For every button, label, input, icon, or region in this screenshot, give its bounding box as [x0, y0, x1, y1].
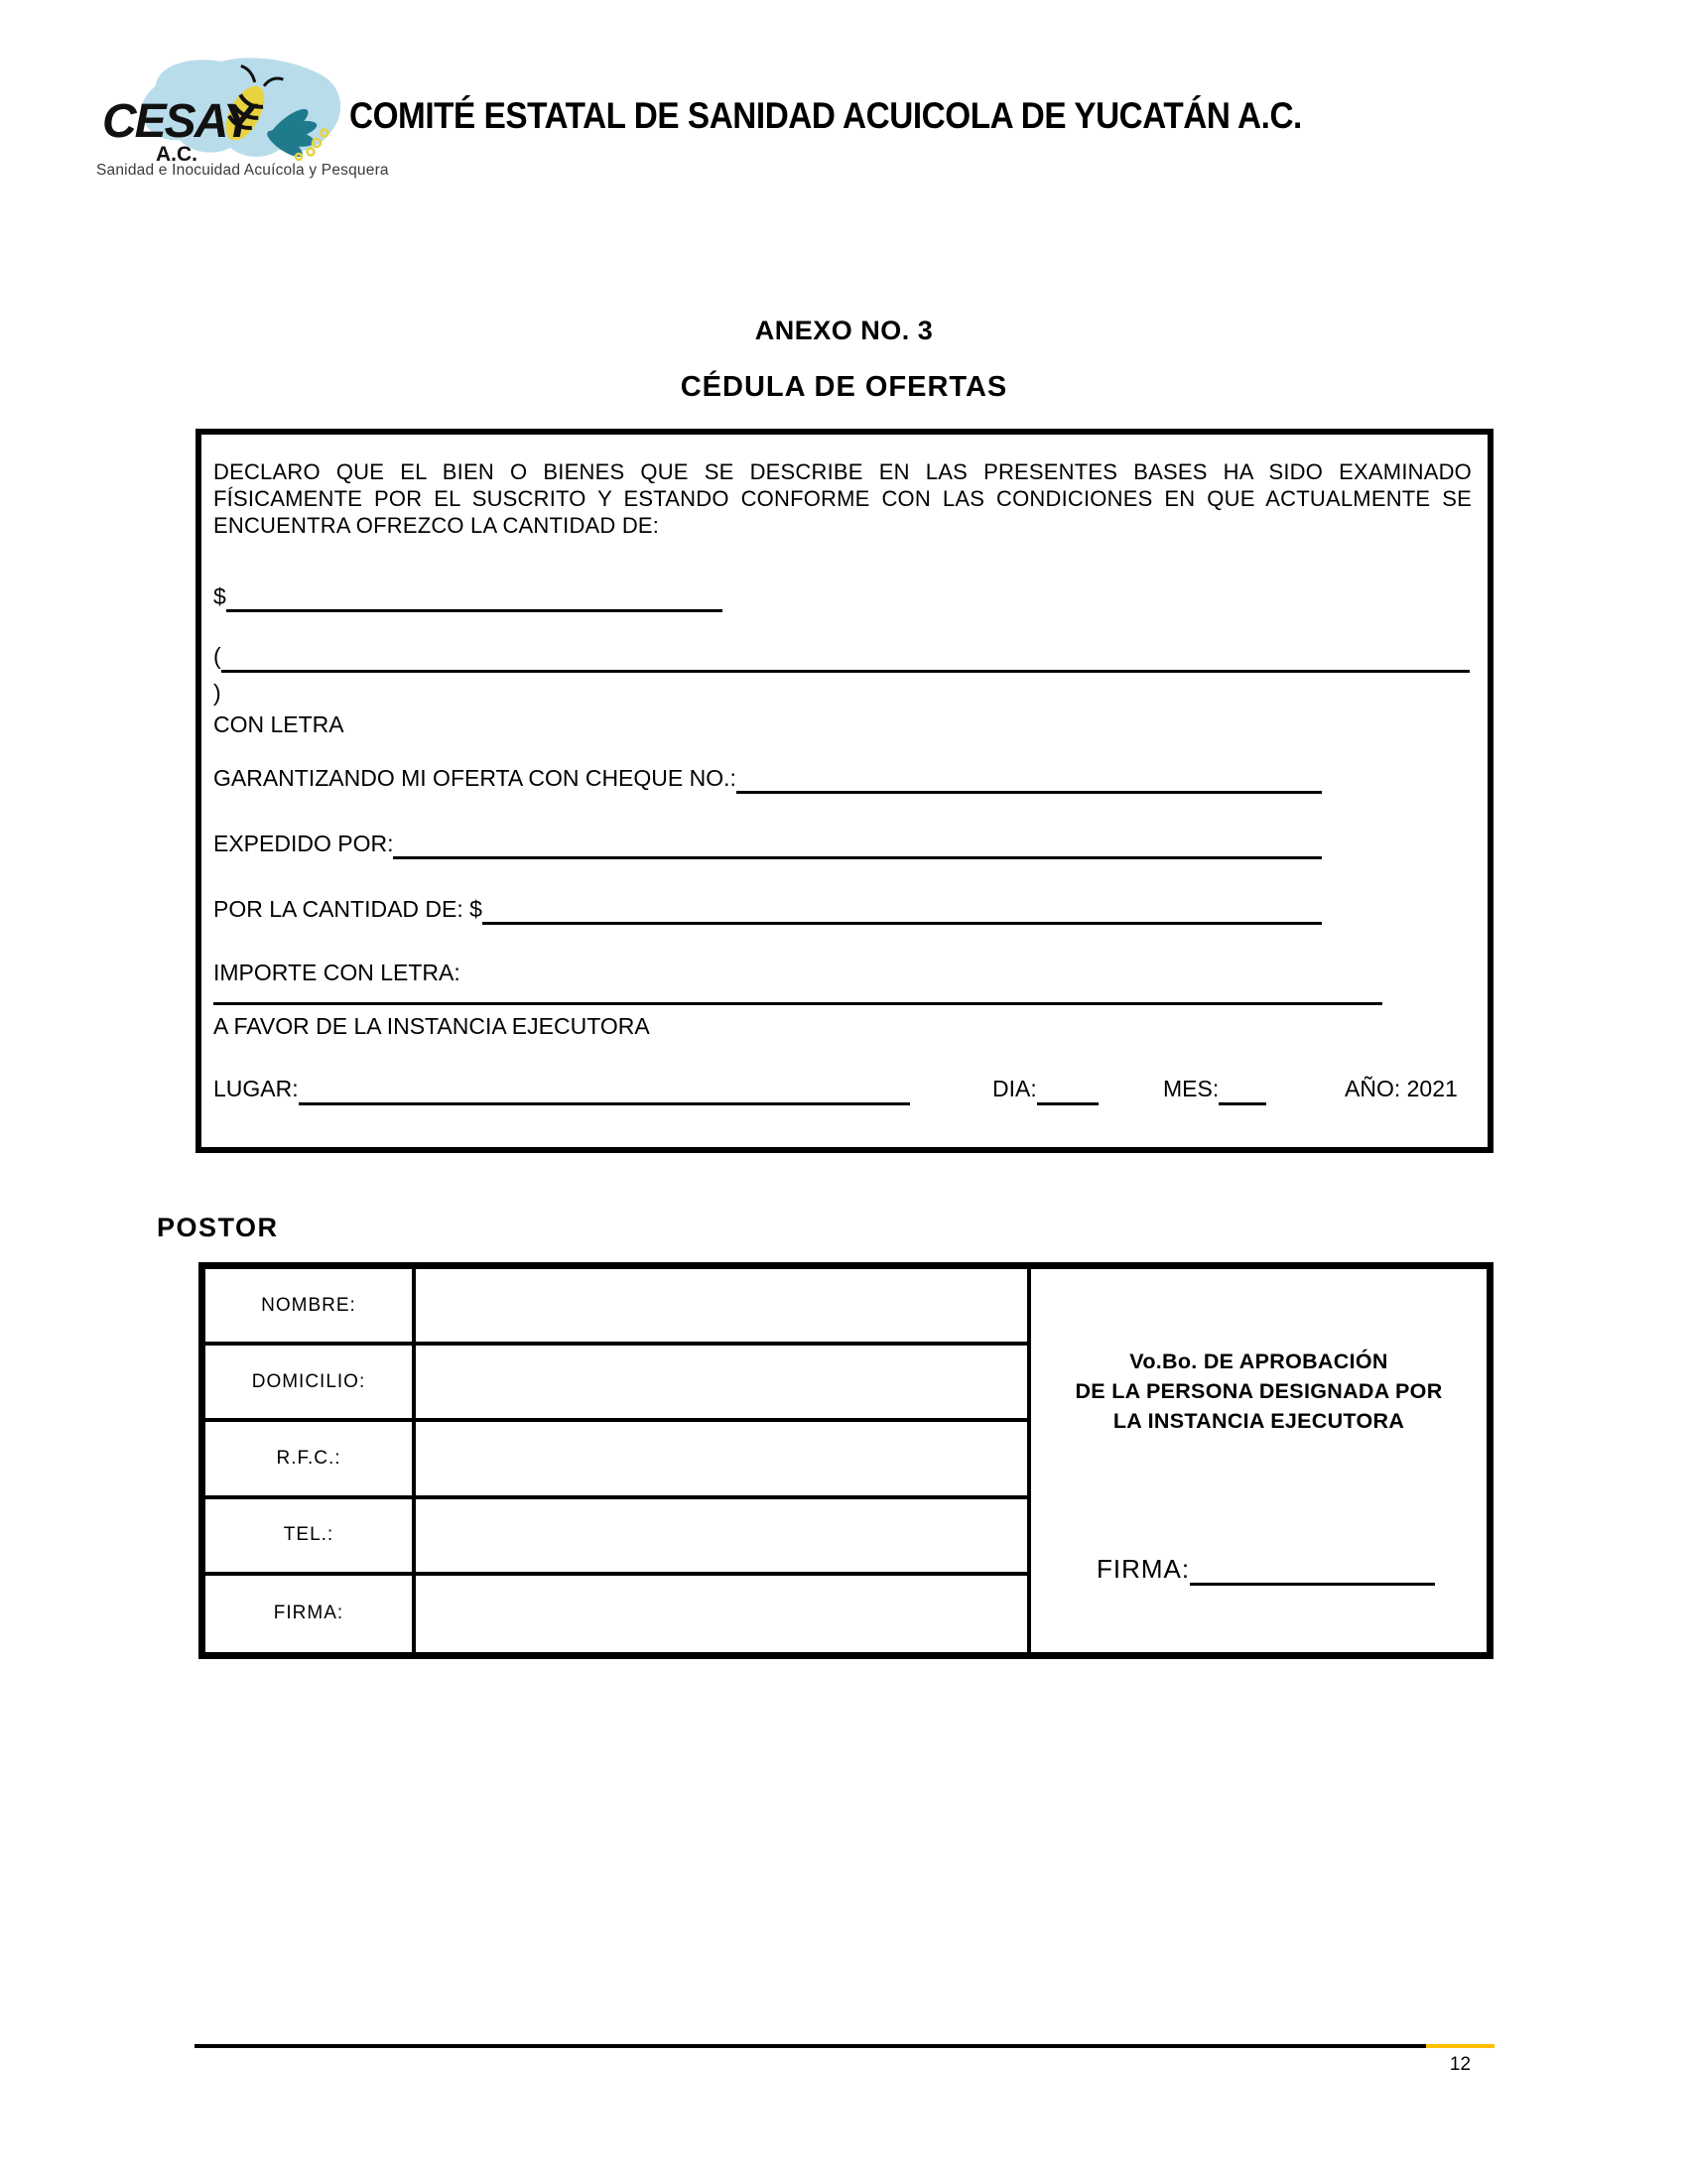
footer-rule [195, 2044, 1426, 2048]
postor-value-cell [416, 1422, 1031, 1498]
cedula-heading: CÉDULA DE OFERTAS [680, 371, 1008, 403]
dia-field [992, 1072, 1099, 1105]
vobo-line: Vo.Bo. DE APROBACIÓN [1129, 1349, 1388, 1373]
logo-acronym: CESAY [102, 95, 253, 148]
vobo-line: DE LA PERSONA DESIGNADA POR [1075, 1379, 1443, 1403]
vobo-firma-label: FIRMA: [1097, 1554, 1191, 1584]
page-number: 12 [1449, 2054, 1472, 2075]
importe-blank-line [213, 1002, 1382, 1005]
postor-table [198, 1262, 1493, 1659]
postor-row-label: NOMBRE: [205, 1269, 416, 1346]
footer-rule-accent [1426, 2044, 1494, 2048]
logo-tagline: Sanidad e Inocuidad Acuícola y Pesquera [96, 162, 389, 179]
cheque-blank-line [736, 762, 1322, 794]
vobo-cell [1031, 1269, 1487, 1652]
expedido-label: EXPEDIDO POR: [213, 831, 394, 856]
mes-blank-line [1219, 1075, 1266, 1105]
dia-label: DIA: [992, 1076, 1037, 1101]
vobo-firma-blank-line [1190, 1552, 1435, 1586]
cheque-label: GARANTIZANDO MI OFERTA CON CHEQUE NO.: [213, 765, 736, 791]
cesay-logo [94, 52, 350, 166]
con-letra-label: CON LETRA [213, 711, 344, 737]
cantidad-label: POR LA CANTIDAD DE: $ [213, 896, 482, 922]
vobo-line: LA INSTANCIA EJECUTORA [1112, 1409, 1405, 1433]
declaration-paragraph: DECLARO QUE EL BIEN O BIENES QUE SE DESCRIBE EN LAS PRESENTES BASES HA SIDO EXAMINADO FÍSICAMENTE POR EL SUSCRITO Y ESTANDO CONFORME CON LAS CONDICIONES EN QUE ACTUALMENTE SE ENCUENTRA OFREZCO LA CANTIDAD DE: [213, 459, 1472, 538]
mes-field [1163, 1072, 1266, 1105]
offer-form-box [195, 429, 1493, 1153]
logo-ac-label: A.C. [156, 143, 197, 166]
amount-blank-line [226, 579, 722, 612]
postor-row-label: FIRMA: [205, 1576, 416, 1652]
anexo-heading: ANEXO NO. 3 [754, 316, 934, 345]
anio-label: AÑO: 2021 [1345, 1076, 1458, 1101]
expedido-blank-line [393, 828, 1322, 859]
postor-value-cell [416, 1499, 1031, 1576]
postor-value-cell [416, 1269, 1031, 1346]
vobo-firma-field [1097, 1552, 1435, 1586]
lugar-label: LUGAR: [213, 1076, 299, 1101]
favor-label: A FAVOR DE LA INSTANCIA EJECUTORA [213, 1013, 650, 1039]
cantidad-field-row [213, 893, 1322, 925]
postor-row-label: DOMICILIO: [205, 1346, 416, 1422]
amount-prefix: $ [213, 583, 226, 609]
lugar-field-row [213, 1072, 1468, 1105]
lugar-blank-line [299, 1072, 910, 1105]
vobo-approval-text [1039, 1347, 1479, 1436]
postor-row-label: TEL.: [205, 1499, 416, 1576]
importe-label: IMPORTE CON LETRA: [213, 960, 460, 985]
amount-field-row [213, 579, 722, 611]
mes-label: MES: [1163, 1076, 1220, 1101]
amount-words-field-row [213, 639, 1470, 673]
cheque-field-row [213, 762, 1322, 794]
postor-value-cell [416, 1576, 1031, 1652]
postor-heading: POSTOR [157, 1213, 279, 1242]
amount-words-blank-line [221, 639, 1470, 673]
postor-row-label: R.F.C.: [205, 1422, 416, 1498]
cantidad-blank-line [482, 893, 1322, 925]
paren-close: ) [213, 680, 221, 706]
postor-value-cell [416, 1346, 1031, 1422]
paren-open: ( [213, 643, 221, 669]
expedido-field-row [213, 828, 1322, 859]
page-title: COMITÉ ESTATAL DE SANIDAD ACUICOLA DE YUCATÁN A.C. [349, 95, 1302, 136]
dia-blank-line [1037, 1075, 1099, 1105]
